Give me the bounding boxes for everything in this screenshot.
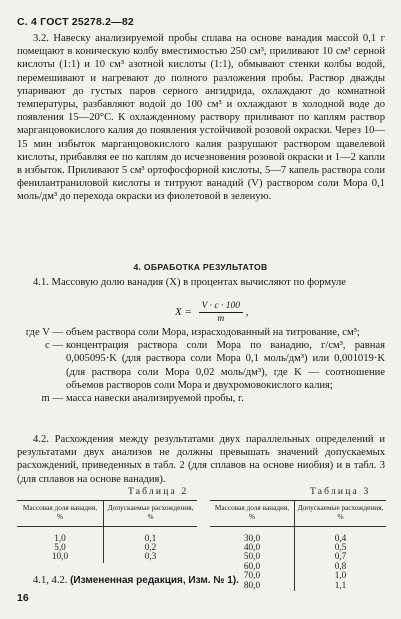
table-cell: 80,0 (243, 580, 261, 591)
formula-lhs: X = (175, 306, 192, 319)
definitions-list (17, 326, 385, 405)
table-cell: 50,0 (243, 552, 261, 563)
table-3-title: Таблица 3 (310, 487, 371, 497)
definition-text: объем раствора соли Мора, израсходованный на титрование, см³; (66, 327, 360, 338)
table-2-header-cell: Массовая доля ванадия, % (17, 501, 104, 527)
formula (175, 300, 249, 325)
table-cell: 60,0 (243, 561, 261, 572)
formula-fraction (199, 300, 243, 325)
table-2-header-cell: Допускаемые расхождения, % (104, 501, 198, 527)
table-row (17, 526, 197, 544)
table-row (210, 553, 386, 562)
amendment-note (33, 575, 239, 586)
paragraph-3-2 (17, 32, 385, 204)
table-3-header (210, 501, 386, 527)
table-row (17, 544, 197, 553)
paragraph-3-2-text: 3.2. Навеску анализируемой пробы сплава на основе ванадия массой 0,1 г помещают в коническую колбу вместимостью 250 см³, приливают 10 см³ серной кислоты (1:1) и 10 см³ азотной кислоты (1:1), обмывают стенки колбы водой, перемешивают и нагревают до полного разложения пробы. Раствор дважды упаривают до густых паров серного ангидрида, охлаждают до комнатной температуры, разбавляют водой до 100 см³ и охлаждают в холодной воде до появления 15—20°С. К охлажденному раствору приливают по каплям раствор марганцовокислого калия до появления устойчивой розовой окраски. Через 10—15 мин избыток марганцовокислого калия разрушают раствором щавелевой кислоты, прибавляя ее по каплям до исчезновения розовой окраски и 1—2 капли в избыток. Приливают 5 см³ ортофосфорной кислоты, 5—7 капель раствора соли фенилантраниловой кислоты и титруют ванадий (V) раствором соли Мора 0,1 моль/дм³ до перехода окраски из фиолетовой в зеленую. (17, 33, 385, 203)
formula-denominator: m (217, 314, 225, 324)
table-row (210, 563, 386, 572)
table-cell: 0,3 (104, 553, 198, 562)
table-cell: 0,4 (295, 526, 387, 544)
formula-numerator: V · c · 100 (199, 300, 243, 313)
page-header: С. 4 ГОСТ 25278.2—82 (17, 16, 134, 28)
table-2 (17, 500, 197, 563)
paragraph-4-2 (17, 433, 385, 486)
table-cell: 0,1 (104, 526, 198, 544)
table-cell: 1,0 (295, 572, 387, 581)
definition-text: концентрация раствора соли Мора по ванадию, г/см³, равная 0,005095·K (для раствора соли Мора 0,1 моль/дм³) или 0,001019·K (для раствора соли Мора 0,02 моль/дм³), где K — соотношение объемов растворов соли Мора и двухромовокислого калия; (66, 340, 385, 391)
table-3-header-cell: Допускаемые расхождения, % (295, 501, 387, 527)
definition-item (17, 326, 385, 339)
table-2-header (17, 501, 197, 527)
table-cell: 1,1 (295, 582, 387, 591)
table-cell: 30,0 (243, 533, 261, 544)
table-cell: 70,0 (243, 571, 261, 582)
section-title: 4. ОБРАБОТКА РЕЗУЛЬТАТОВ (133, 262, 268, 272)
table-row (210, 544, 386, 553)
paragraph-4-2-text: 4.2. Расхождения между результатами двух параллельных определений и результатами двух анализов не должны превышать значений допускаемых расхождений, приведенных в табл. 2 (для сплавов на основе ниобия) и в табл. 3 (для сплавов на основе ванадия). (17, 434, 385, 485)
table-cell: 0,8 (295, 563, 387, 572)
definition-symbol: где V — (25, 327, 63, 338)
paragraph-4-1 (17, 276, 385, 289)
amendment-note-text: (Измененная редакция, Изм. № 1). (70, 575, 239, 586)
table-cell: 40,0 (243, 543, 261, 553)
definition-item (17, 339, 385, 392)
paragraph-4-1-text: 4.1. Массовую долю ванадия (X) в процентах вычисляют по формуле (33, 277, 346, 288)
table-3-header-cell: Массовая доля ванадия, % (210, 501, 295, 527)
table-2-title: Таблица 2 (128, 487, 189, 497)
table-cell: 0,7 (295, 553, 387, 562)
definition-symbol: m — (41, 393, 63, 405)
table-row (17, 553, 197, 562)
page-number: 16 (17, 592, 29, 604)
table-cell: 0,2 (104, 544, 198, 553)
table-cell: 5,0 (54, 543, 66, 553)
formula-tail: , (245, 306, 249, 319)
amendment-note-prefix: 4.1, 4.2. (33, 575, 68, 586)
definition-text: масса навески анализируемой пробы, г. (66, 393, 244, 405)
definition-item (17, 392, 385, 405)
table-cell: 0,5 (295, 544, 387, 553)
table-row (210, 526, 386, 544)
table-cell: 10,0 (51, 552, 69, 563)
definition-symbol: c — (45, 340, 63, 352)
table-cell: 1,0 (54, 533, 66, 544)
